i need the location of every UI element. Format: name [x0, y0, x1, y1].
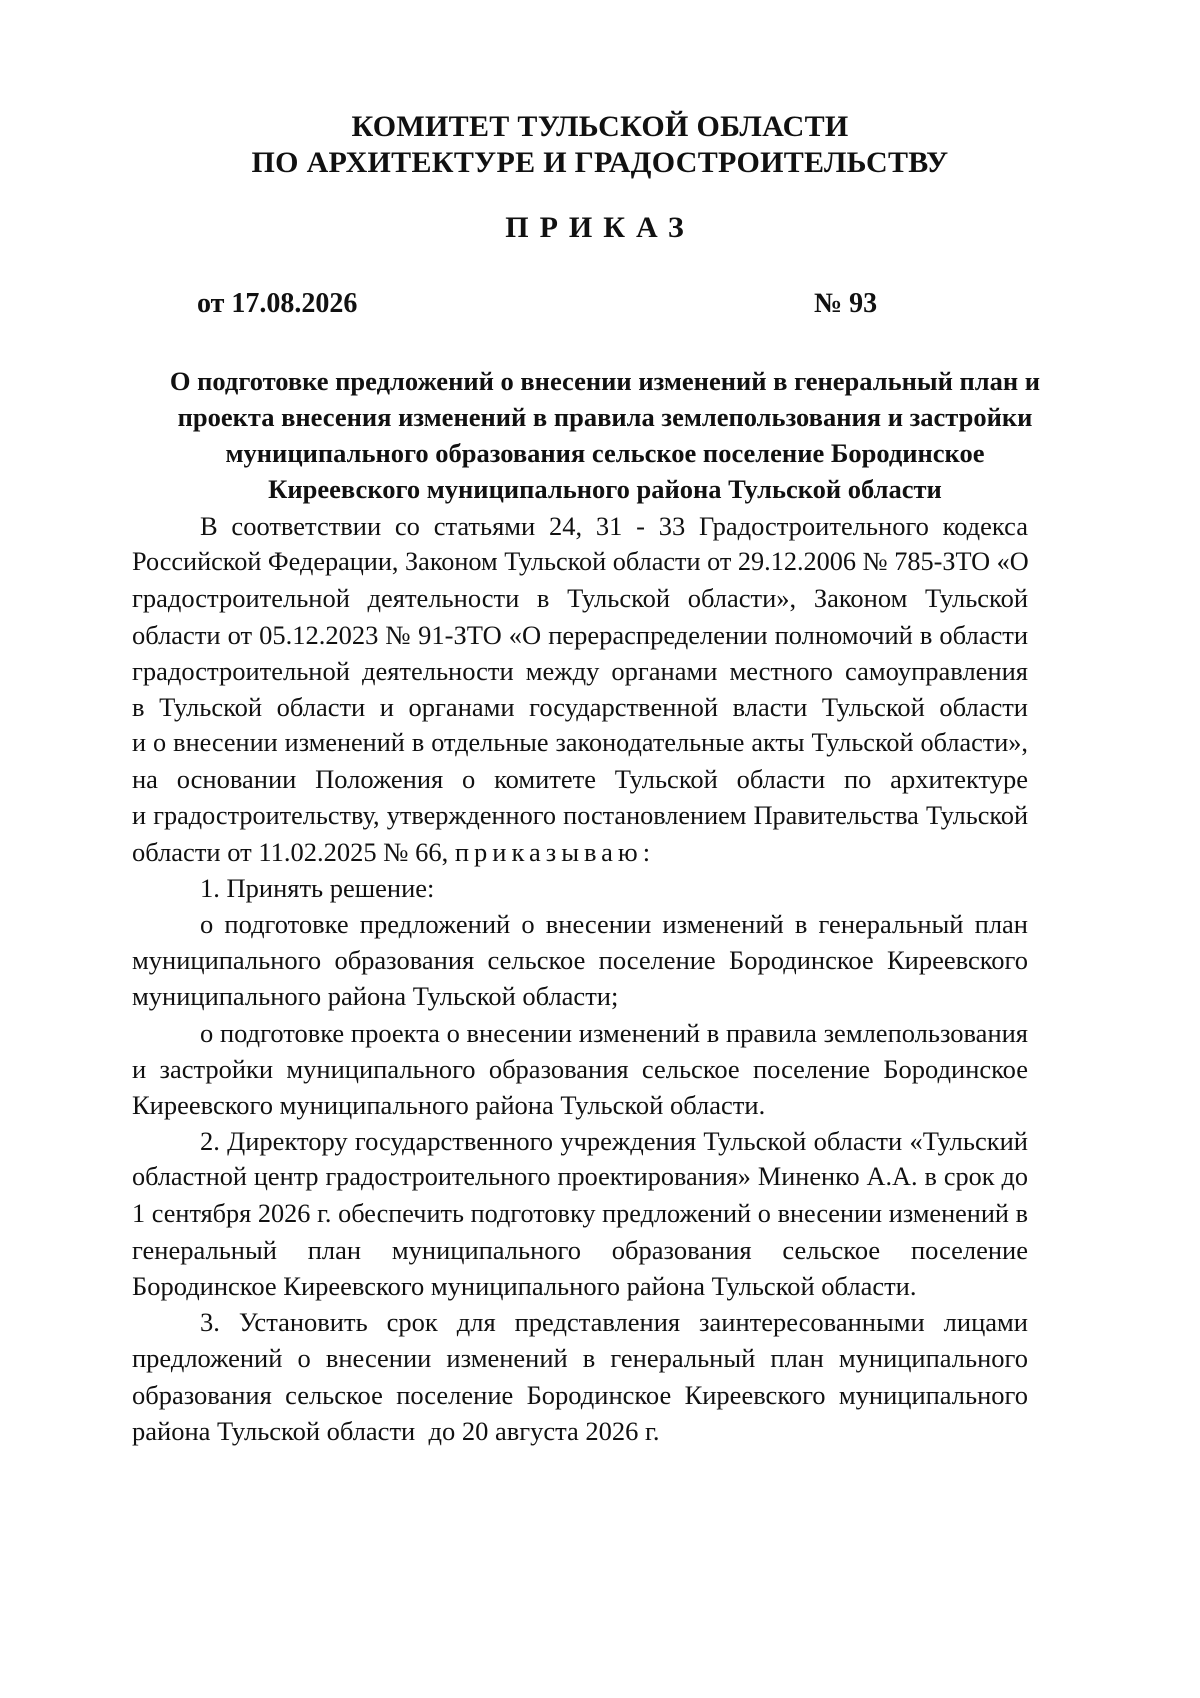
preamble-line: градостроительной деятельности между органами местного самоуправления — [132, 655, 1028, 686]
preamble-line: на основании Положения о комитете Тульской области по архитектуре — [132, 764, 1028, 795]
item1a-line: муниципального образования сельское поселение Бородинское Киреевского — [132, 945, 1028, 976]
item1b-line: о подготовке проекта о внесении изменений в правила землепользования — [200, 1017, 1028, 1048]
item3-line: предложений о внесении изменений в генеральный план муниципального — [132, 1343, 1028, 1374]
preamble-line: в Тульской области и органами государственной власти Тульской области — [132, 691, 1028, 722]
order-number: № 93 — [814, 288, 878, 319]
preamble-line: и градостроительству, утвержденного постановлением Правительства Тульской — [132, 800, 1028, 830]
order-date: от 17.08.2026 — [197, 288, 358, 319]
subject-line: муниципального образования сельское поселение Бородинское — [225, 438, 985, 468]
order-subject — [130, 363, 1080, 507]
item2-line: 2. Директору государственного учреждения Тульской области «Тульский — [200, 1126, 1028, 1157]
preamble-last-text: области от 11.02.2025 № 66, — [132, 836, 449, 867]
preamble-last-line — [132, 834, 1028, 870]
item3-line: 3. Установить срок для представления заинтересованными лицами — [200, 1307, 1028, 1338]
order-body — [132, 508, 1028, 1449]
document-type: ПРИКАЗ — [505, 211, 695, 244]
item3-line: образования сельское поселение Бородинское Киреевского муниципального — [132, 1379, 1028, 1410]
item1b-line: Киреевского муниципального района Тульской области. — [132, 1090, 766, 1120]
item3-line: района Тульской области до 20 августа 2026 г. — [132, 1415, 660, 1446]
item2-line: Бородинское Киреевского муниципального района Тульской области. — [132, 1270, 917, 1301]
item1a-line: о подготовке предложений о внесении изменений в генеральный план — [200, 909, 1028, 940]
preamble-line: области от 05.12.2023 № 91-ЗТО «О перераспределении полномочий в области — [132, 619, 1028, 650]
org-name-line2: ПО АРХИТЕКТУРЕ И ГРАДОСТРОИТЕЛЬСТВУ — [251, 146, 949, 179]
preamble-line: В соответствии со статьями 24, 31 - 33 Градостроительного кодекса — [200, 511, 1028, 541]
subject-line: проекта внесения изменений в правила землепользования и застройки — [177, 402, 1033, 432]
item1-heading: 1. Принять решение: — [200, 872, 435, 903]
subject-line: Киреевского муниципального района Тульской области — [268, 474, 942, 504]
item2-line: генеральный план муниципального образования сельское поселение — [132, 1234, 1028, 1265]
preamble-line: и о внесении изменений в отдельные законодательные акты Тульской области», — [132, 728, 1028, 758]
item1a-line: муниципального района Тульской области; — [132, 981, 619, 1012]
preamble-line: градостроительной деятельности в Тульской области», Законом Тульской — [132, 583, 1028, 614]
item1b-line: и застройки муниципального образования сельское поселение Бородинское — [132, 1053, 1028, 1084]
preamble-line: Российской Федерации, Законом Тульской области от 29.12.2006 № 785-ЗТО «О — [132, 547, 1029, 577]
order-word: приказываю: — [454, 836, 656, 867]
subject-line: О подготовке предложений о внесении изменений в генеральный план и — [169, 366, 1041, 396]
item2-line: 1 сентября 2026 г. обеспечить подготовку предложений о внесении изменений в — [132, 1198, 1028, 1228]
org-name-line1: КОМИТЕТ ТУЛЬСКОЙ ОБЛАСТИ — [351, 110, 849, 143]
item2-line: областной центр градостроительного проектирования» Миненко А.А. в срок до — [132, 1162, 1028, 1192]
